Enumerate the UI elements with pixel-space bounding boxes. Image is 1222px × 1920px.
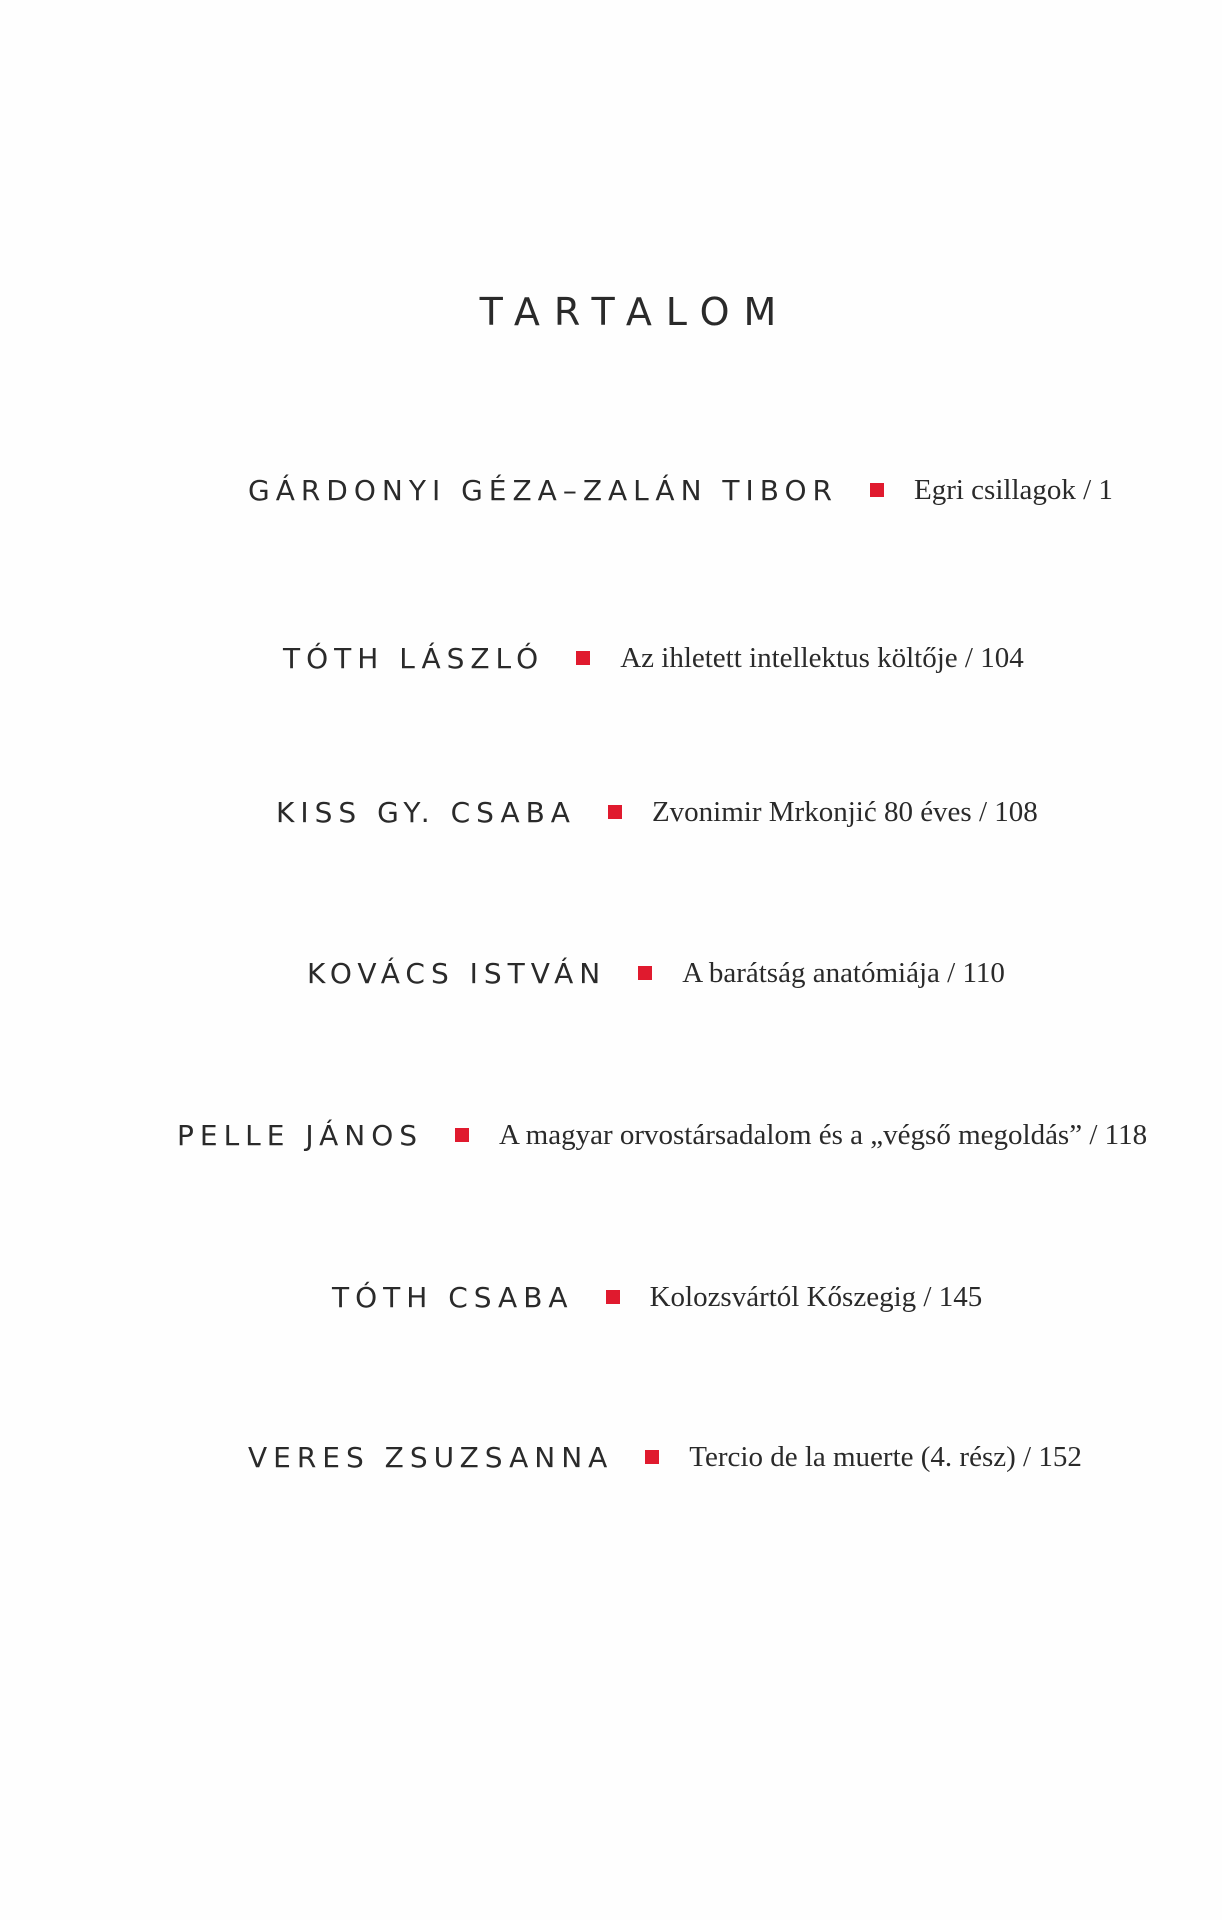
page-title: TARTALOM	[479, 290, 791, 334]
toc-title: A magyar orvostársadalom és a „végső megoldás” / 118	[499, 1118, 1148, 1151]
toc-author: TÓTH CSABA	[332, 1280, 574, 1314]
toc-entry[interactable]	[0, 1110, 1222, 1160]
toc-title: Zvonimir Mrkonjić 80 éves / 108	[651, 795, 1038, 828]
bullet-square-icon	[455, 1128, 469, 1142]
toc-entry[interactable]	[0, 633, 1222, 683]
bullet-square-icon	[608, 805, 622, 819]
toc-entry-row	[283, 633, 1024, 683]
bullet-square-icon	[638, 966, 652, 980]
toc-entry[interactable]	[0, 1272, 1222, 1322]
toc-entry[interactable]	[0, 787, 1222, 837]
toc-entry-row	[332, 1272, 982, 1322]
toc-title: A barátság anatómiája / 110	[682, 956, 1005, 989]
toc-author: TÓTH LÁSZLÓ	[283, 641, 545, 675]
bullet-square-icon	[870, 483, 884, 497]
toc-author: PELLE JÁNOS	[177, 1118, 424, 1152]
bullet-square-icon	[645, 1450, 659, 1464]
toc-author: KOVÁCS ISTVÁN	[307, 956, 607, 990]
toc-author: KISS GY. CSABA	[276, 795, 576, 829]
toc-entry-row	[307, 948, 1005, 998]
toc-entry[interactable]	[0, 465, 1222, 515]
toc-entry[interactable]	[0, 948, 1222, 998]
toc-title: Egri csillagok / 1	[914, 473, 1113, 506]
toc-entry-row	[276, 787, 1038, 837]
toc-entry[interactable]	[0, 1432, 1222, 1482]
toc-author: GÁRDONYI GÉZA–ZALÁN TIBOR	[248, 473, 838, 507]
toc-title: Kolozsvártól Kőszegig / 145	[649, 1280, 983, 1313]
bullet-square-icon	[606, 1290, 620, 1304]
toc-entry-row	[248, 465, 1113, 515]
toc-entry-row	[248, 1432, 1082, 1482]
bullet-square-icon	[576, 651, 590, 665]
toc-author: VERES ZSUZSANNA	[248, 1440, 614, 1474]
toc-entry-row	[177, 1110, 1147, 1160]
toc-title: Az ihletett intellektus költője / 104	[620, 641, 1024, 674]
toc-title: Tercio de la muerte (4. rész) / 152	[689, 1440, 1082, 1473]
